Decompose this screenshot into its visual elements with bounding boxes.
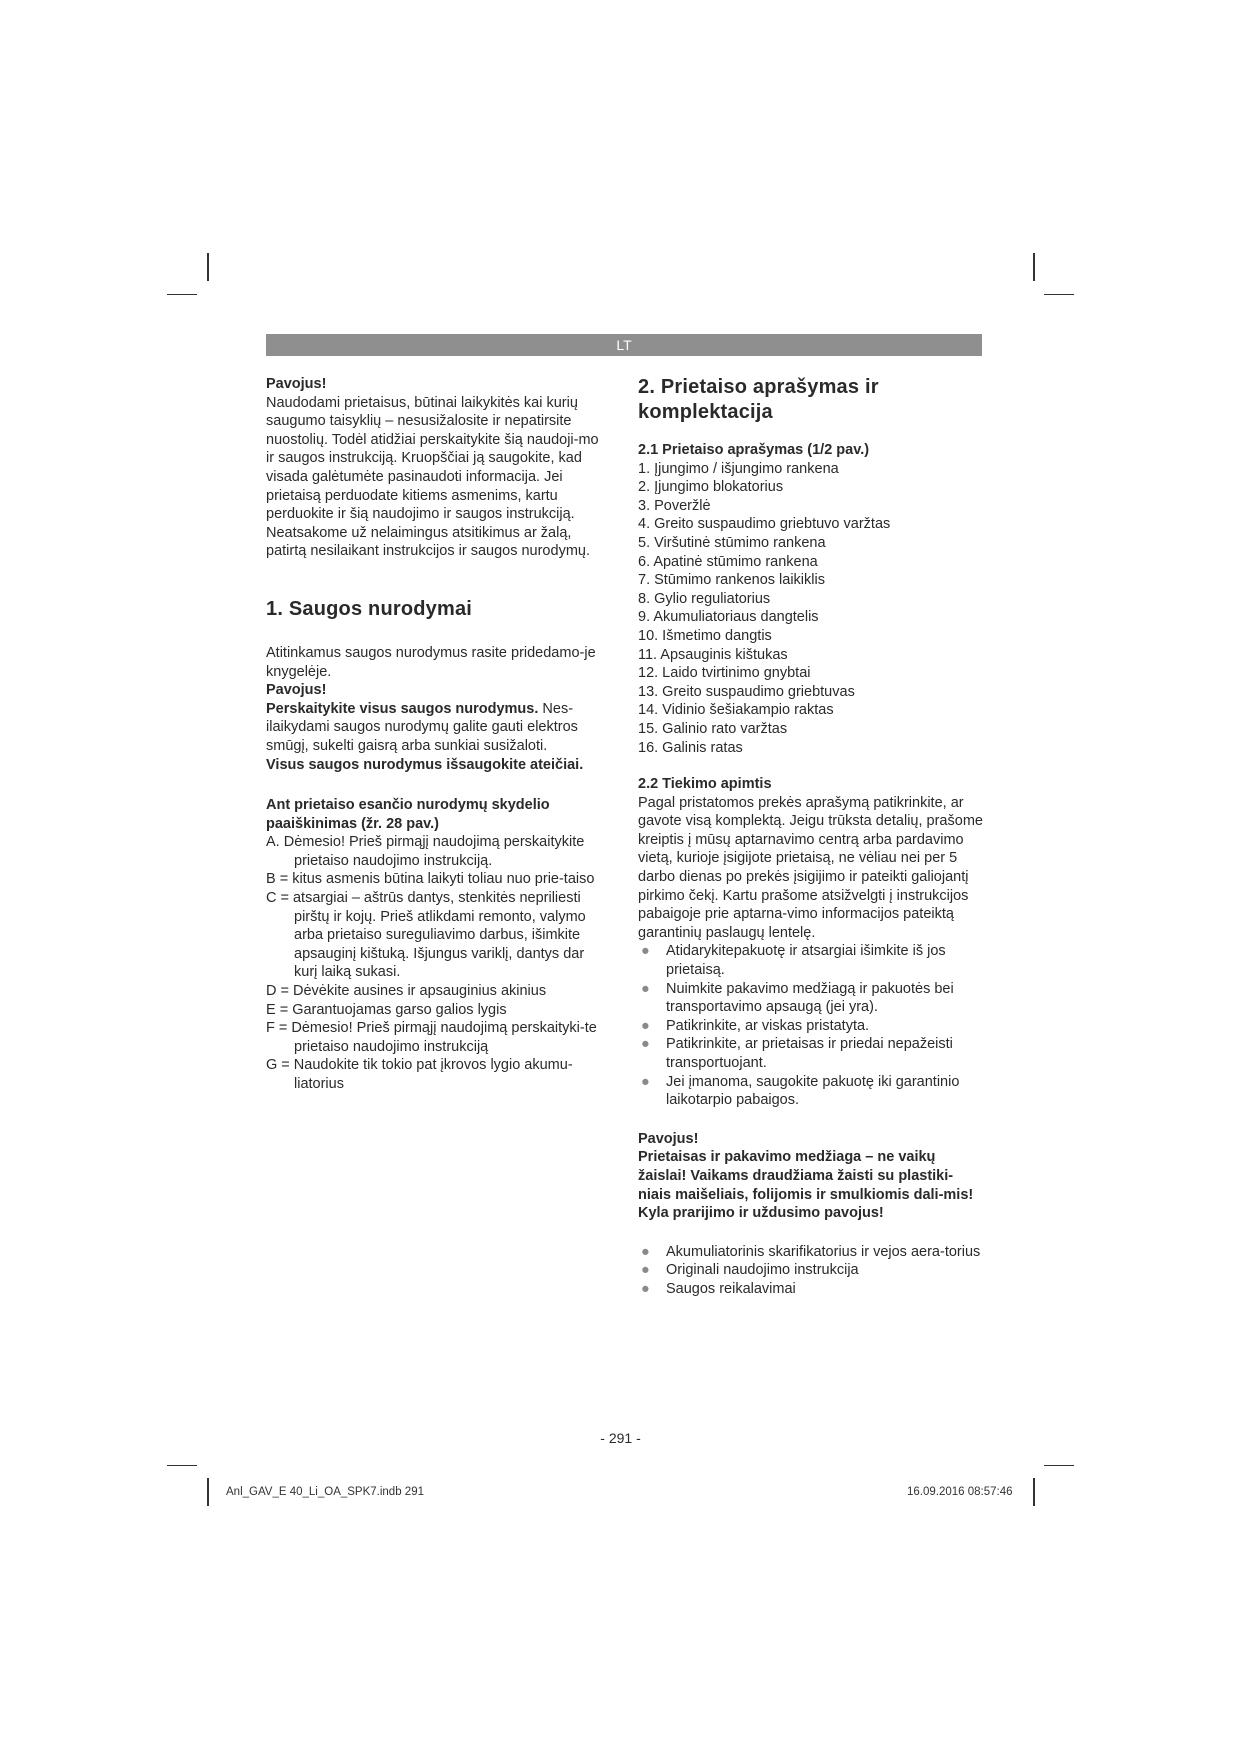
- legend-item: F = Dėmesio! Prieš pirmąjį naudojimą perskaityki-te prietaiso naudojimo instrukciją: [266, 1020, 597, 1055]
- label-legend-list: [266, 833, 606, 1093]
- bullet-item: ● Nuimkite pakavimo medžiagą ir pakuotės bei transportavimo apsaugą (jei yra).: [641, 980, 954, 1016]
- bullet-icon: ●: [641, 1036, 650, 1053]
- danger-title: Pavojus!: [266, 682, 327, 699]
- bullet-item: ● Patikrinkite, ar viskas pristatyta.: [641, 1017, 870, 1034]
- bullet-icon: ●: [641, 1073, 650, 1090]
- read-all-text: Nes-ilaikydami saugos nurodymų galite gauti elektros smūgį, sukelti gaisrą arba sunkiai susižaloti.: [266, 700, 578, 754]
- children-warning: Prietaisas ir pakavimo medžiaga – ne vaikų žaislai! Vaikams draudžiama žaisti su plastiki-niais maišeliais, folijomis ir smulkiomis dali-mis! Kyla prarijimo ir uždusimo pavojus!: [638, 1149, 974, 1222]
- crop-mark: [207, 1478, 209, 1506]
- bullet-icon: ●: [641, 980, 650, 997]
- bullet-item: ● Jei įmanoma, saugokite pakuotę iki garantinio laikotarpio pabaigos.: [641, 1073, 960, 1109]
- parts-list: [638, 460, 986, 758]
- legend-item: B = kitus asmenis būtina laikyti toliau nuo prie-taiso: [266, 871, 595, 888]
- section-1-intro: Atitinkamus saugos nurodymus rasite pridedamo-je knygelėje.: [266, 644, 596, 680]
- part-item: 11. Apsauginis kištukas: [638, 646, 788, 663]
- left-column: [266, 375, 606, 1094]
- crop-mark: [167, 1465, 197, 1466]
- part-item: 2. Įjungimo blokatorius: [638, 479, 784, 496]
- contents-list: [638, 1243, 986, 1299]
- right-column: [638, 375, 986, 1299]
- bullet-icon: ●: [641, 1243, 650, 1260]
- part-item: 14. Vidinio šešiakampio raktas: [638, 702, 834, 719]
- legend-item: E = Garantuojamas garso galios lygis: [266, 1001, 507, 1018]
- bullet-icon: ●: [641, 1280, 650, 1297]
- language-header-bar: [266, 334, 982, 356]
- part-item: 5. Viršutinė stūmimo rankena: [638, 534, 826, 551]
- subsection-2-2-title: 2.2 Tiekimo apimtis: [638, 776, 772, 793]
- part-item: 3. Poveržlė: [638, 497, 711, 514]
- crop-mark: [1044, 294, 1074, 295]
- read-all-bold: Perskaitykite visus saugos nurodymus.: [266, 700, 539, 717]
- danger-paragraph: Naudodami prietaisus, būtinai laikykitės kai kurių saugumo taisyklių – nesusižalosite ir nepatirsite nuostolių. Todėl atidžiai perskaitykite šią naudoji-mo ir saugos instrukciją. Kruopščiai ją saugokite, kad visada galėtumėte pasinaudoti informacija. Jei prietaisą perduodate kitiems asmenims, kartu perduokite ir šią naudojimo ir saugos instrukciją. Neatsakome už nelaimingus atsitikimus ar žalą, patirtą nesilaikant instrukcijos ir saugos nurodymų.: [266, 394, 599, 560]
- bullet-item: ● Saugos reikalavimai: [641, 1280, 796, 1297]
- crop-mark: [207, 253, 209, 281]
- bullet-item: ● Originali naudojimo instrukcija: [641, 1262, 859, 1279]
- part-item: 8. Gylio reguliatorius: [638, 590, 771, 607]
- crop-mark: [1033, 1478, 1035, 1506]
- legend-item: C = atsargiai – aštrūs dantys, stenkitės nepriliesti pirštų ir kojų. Prieš atlikdami remonto, valymo arba prietaiso sureguliavimo darbus, išimkite apsauginį kištuką. Išjungus variklį, dantys dar kurį laiką sukasi.: [266, 890, 586, 981]
- part-item: 15. Galinio rato varžtas: [638, 720, 788, 737]
- labels-heading: Ant prietaiso esančio nurodymų skydelio paaiškinimas (žr. 28 pav.): [266, 797, 550, 832]
- keep-instructions: Visus saugos nurodymus išsaugokite ateičiai.: [266, 756, 584, 773]
- part-item: 1. Įjungimo / išjungimo rankena: [638, 460, 839, 477]
- bullet-item: ● Akumuliatorinis skarifikatorius ir vejos aera-torius: [641, 1243, 981, 1260]
- read-all-paragraph: [266, 700, 606, 756]
- crop-mark: [1033, 253, 1035, 281]
- delivery-paragraph: Pagal pristatomos prekės aprašymą patikrinkite, ar gavote visą komplektą. Jeigu trūksta detalių, prašome kreiptis į mūsų aptarnavimo centrą arba pardavimo vietą, kurioje įsigijote prietaisą, ne vėliau nei per 5 darbo dienas po prekės įsigijimo ir pateikti galiojantį pirkimo čekį. Kartu prašome atsižvelgti į instrukcijos pabaigoje prie aptarna-vimo informacijos pateiktą garantinių paslaugų lentelę.: [638, 794, 983, 941]
- page-number: - 291 -: [600, 1430, 641, 1446]
- part-item: 13. Greito suspaudimo griebtuvas: [638, 683, 855, 700]
- part-item: 7. Stūmimo rankenos laikiklis: [638, 572, 825, 589]
- legend-item: G = Naudokite tik tokio pat įkrovos lygio akumu-liatorius: [266, 1057, 573, 1092]
- crop-mark: [1044, 1465, 1074, 1466]
- danger-title: Pavojus!: [266, 376, 327, 392]
- bullet-item: ● Patikrinkite, ar prietaisas ir priedai nepažeisti transportuojant.: [641, 1036, 953, 1071]
- language-code: LT: [616, 337, 632, 353]
- legend-item: A. Dėmesio! Prieš pirmąjį naudojimą perskaitykite prietaiso naudojimo instrukciją.: [266, 834, 585, 869]
- part-item: 9. Akumuliatoriaus dangtelis: [638, 609, 819, 626]
- bullet-icon: ●: [641, 1262, 650, 1279]
- crop-mark: [167, 294, 197, 295]
- part-item: 12. Laido tvirtinimo gnybtai: [638, 665, 811, 682]
- section-1-title: 1. Saugos nurodymai: [266, 597, 473, 620]
- danger-title: Pavojus!: [638, 1130, 699, 1147]
- bullet-item: ● Atidarykitepakuotę ir atsargiai išimkite iš jos prietaisą.: [641, 943, 946, 979]
- footer-date: 16.09.2016 08:57:46: [907, 1486, 1013, 1498]
- subsection-2-1-title: 2.1 Prietaiso aprašymas (1/2 pav.): [638, 442, 870, 458]
- part-item: 4. Greito suspaudimo griebtuvo varžtas: [638, 516, 891, 533]
- part-item: 10. Išmetimo dangtis: [638, 627, 772, 644]
- section-2-title: 2. Prietaiso aprašymas ir komplektacija: [638, 376, 879, 423]
- part-item: 6. Apatinė stūmimo rankena: [638, 553, 818, 570]
- bullet-icon: ●: [641, 943, 650, 960]
- footer-file: Anl_GAV_E 40_Li_OA_SPK7.indb 291: [226, 1486, 424, 1498]
- legend-item: D = Dėvėkite ausines ir apsauginius akinius: [266, 983, 547, 1000]
- part-item: 16. Galinis ratas: [638, 739, 743, 756]
- unpacking-steps-list: [638, 942, 986, 1109]
- bullet-icon: ●: [641, 1017, 650, 1034]
